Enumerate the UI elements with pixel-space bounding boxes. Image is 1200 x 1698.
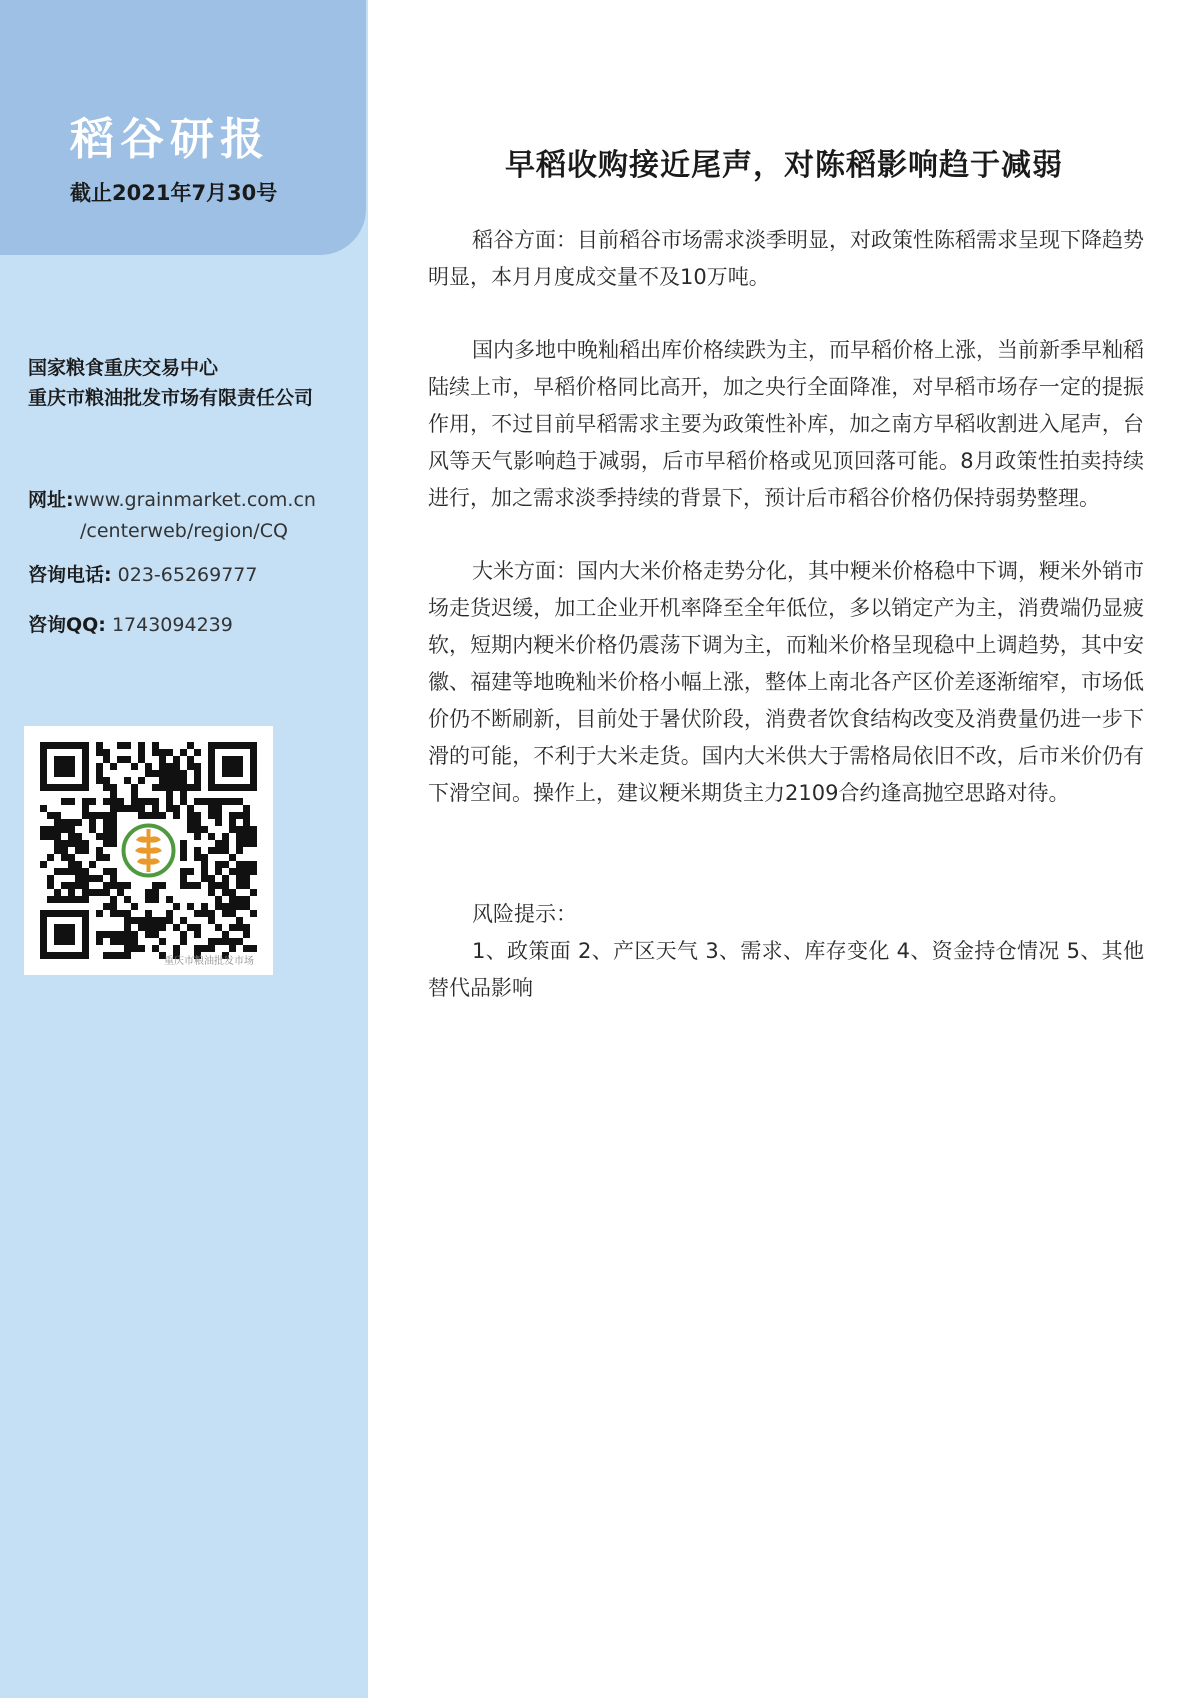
phone-row [28,560,257,590]
qr-code-container [24,726,273,975]
report-body [428,222,1144,1007]
qq-label: 咨询QQ: [28,614,106,636]
wheat-logo-icon [119,821,179,881]
paragraph-early-rice: 国内多地中晚籼稻出库价格续跌为主，而早稻价格上涨，当前新季早籼稻陆续上市，早稻价格同比高开，加之央行全面降准，对早稻市场存一定的提振作用，不过目前早稻需求主要为政策性补库，加之南方早稻收割进入尾声，台风等天气影响趋于减弱，后市早稻价格或见顶回落可能。8月政策性拍卖持续进行，加之需求淡季持续的背景下，预计后市稻谷价格仍保持弱势整理。 [428,338,1144,510]
website-label: 网址: [28,489,74,511]
risk-items: 1、政策面 2、产区天气 3、需求、库存变化 4、资金持仓情况 5、其他替代品影响 [428,939,1144,1000]
risk-title: 风险提示： [472,902,577,926]
website-row [28,485,316,515]
paragraph-grain: 稻谷方面：目前稻谷市场需求淡季明显，对政策性陈稻需求呈现下降趋势明显，本月月度成交量不及10万吨。 [428,228,1144,289]
issue-date: 截止2021年7月30号 [70,181,278,205]
website-link[interactable]: www.grainmarket.com.cn [73,489,316,511]
organization-name-1: 国家粮食重庆交易中心 [28,357,219,379]
website-link-continuation[interactable]: /centerweb/region/CQ [80,520,288,542]
sidebar-header [0,0,366,255]
phone-number: 023-65269777 [117,564,258,586]
phone-label: 咨询电话: [28,564,112,586]
report-title: 早稻收购接近尾声，对陈稻影响趋于减弱 [505,148,1063,184]
organization-name-2: 重庆市粮油批发市场有限责任公司 [28,387,314,409]
brand-title: 稻谷研报 [70,114,270,165]
section-spacer [428,812,1144,896]
qr-code-icon [24,726,273,975]
qr-caption: 重庆市粮油批发市场 [164,956,254,967]
sidebar [0,0,368,1698]
qq-number: 1743094239 [111,614,233,636]
qq-row [28,610,233,640]
paragraph-rice: 大米方面：国内大米价格走势分化，其中粳米价格稳中下调，粳米外销市场走货迟缓，加工企业开机率降至全年低位，多以销定产为主，消费端仍显疲软，短期内粳米价格仍震荡下调为主，而籼米价格呈现稳中上调趋势，其中安徽、福建等地晚籼米价格小幅上涨，整体上南北各产区价差逐渐缩窄，市场低价仍不断刷新，目前处于暑伏阶段，消费者饮食结构改变及消费量仍进一步下滑的可能，不利于大米走货。国内大米供大于需格局依旧不改，后市米价仍有下滑空间。操作上，建议粳米期货主力2109合约逢高抛空思路对待。 [428,559,1144,805]
